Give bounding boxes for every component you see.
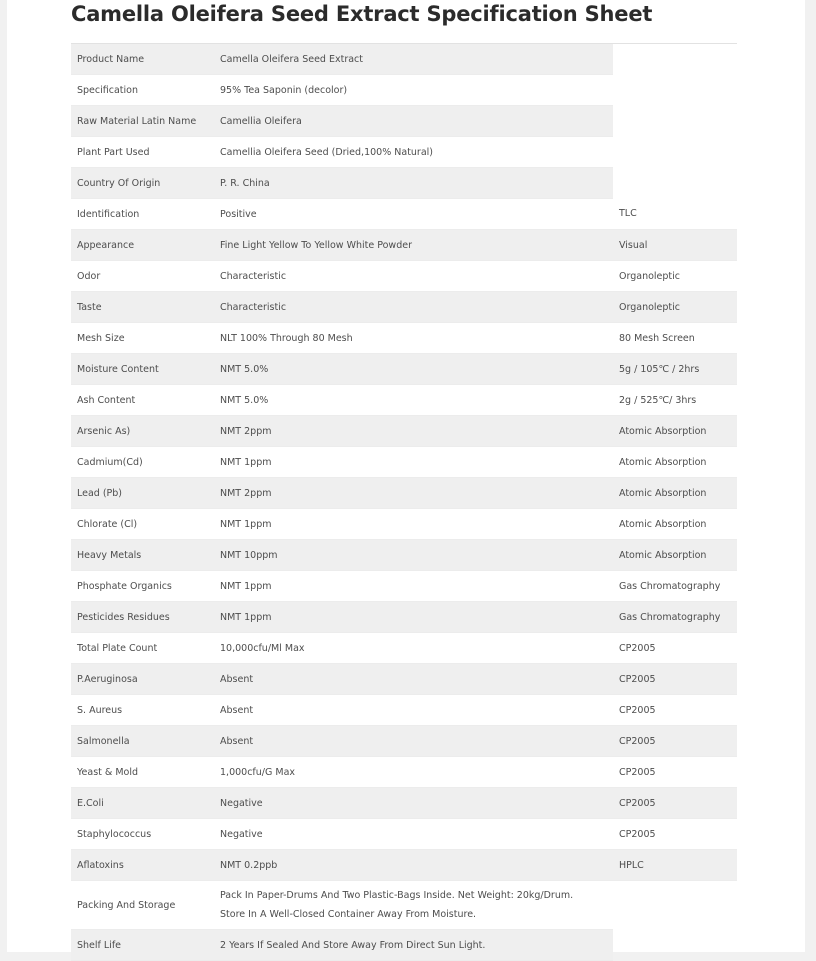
method-cell: Atomic Absorption (613, 540, 737, 571)
spec-cell: 10,000cfu/Ml Max (214, 633, 613, 664)
table-row (71, 75, 737, 106)
spec-cell: Camellia Oleifera Seed (Dried,100% Natural) (214, 137, 613, 168)
item-cell: Ash Content (71, 385, 214, 416)
page-title: Camella Oleifera Seed Extract Specification Sheet (71, 2, 653, 26)
spec-cell: Absent (214, 726, 613, 757)
method-cell: 5g / 105℃ / 2hrs (613, 354, 737, 385)
spec-cell: 2 Years If Sealed And Store Away From Direct Sun Light. (214, 930, 613, 961)
table-row (71, 168, 737, 199)
table-row (71, 385, 737, 416)
item-cell: Identification (71, 199, 214, 230)
method-cell: Organoleptic (613, 292, 737, 323)
spec-cell: Fine Light Yellow To Yellow White Powder (214, 230, 613, 261)
method-cell: CP2005 (613, 695, 737, 726)
item-cell: Pesticides Residues (71, 602, 214, 633)
spec-cell: NMT 0.2ppb (214, 850, 613, 881)
method-cell (613, 75, 737, 106)
table-row (71, 633, 737, 664)
item-cell: Appearance (71, 230, 214, 261)
method-cell (613, 106, 737, 137)
spec-cell: NMT 1ppm (214, 509, 613, 540)
table-row (71, 788, 737, 819)
spec-cell: NMT 2ppm (214, 416, 613, 447)
spec-cell: Camella Oleifera Seed Extract (214, 44, 613, 75)
spec-cell: Negative (214, 788, 613, 819)
document-page (7, 0, 805, 952)
specification-table (71, 43, 737, 961)
table-row (71, 447, 737, 478)
method-cell: CP2005 (613, 788, 737, 819)
spec-cell: Negative (214, 819, 613, 850)
item-cell: Salmonella (71, 726, 214, 757)
spec-cell: NMT 1ppm (214, 602, 613, 633)
spec-cell: NLT 100% Through 80 Mesh (214, 323, 613, 354)
spec-line-1: Pack In Paper-Drums And Two Plastic-Bags Inside. Net Weight: 20kg/Drum. (220, 890, 574, 901)
method-cell: CP2005 (613, 664, 737, 695)
item-cell: Lead (Pb) (71, 478, 214, 509)
item-cell: Arsenic As) (71, 416, 214, 447)
item-cell: E.Coli (71, 788, 214, 819)
table-row (71, 292, 737, 323)
method-cell: CP2005 (613, 819, 737, 850)
method-cell: Atomic Absorption (613, 416, 737, 447)
item-cell: Aflatoxins (71, 850, 214, 881)
table-row (71, 323, 737, 354)
spec-cell: 95% Tea Saponin (decolor) (214, 75, 613, 106)
method-cell: CP2005 (613, 757, 737, 788)
item-cell: Plant Part Used (71, 137, 214, 168)
spec-cell: NMT 10ppm (214, 540, 613, 571)
spec-cell: NMT 2ppm (214, 478, 613, 509)
method-cell: CP2005 (613, 726, 737, 757)
table-row (71, 881, 737, 930)
table-row (71, 44, 737, 75)
spec-cell: NMT 5.0% (214, 385, 613, 416)
item-cell: Heavy Metals (71, 540, 214, 571)
method-cell: Gas Chromatography (613, 571, 737, 602)
table-row (71, 137, 737, 168)
item-cell: Country Of Origin (71, 168, 214, 199)
table-row (71, 819, 737, 850)
method-cell (613, 930, 737, 961)
table-row (71, 695, 737, 726)
item-cell: S. Aureus (71, 695, 214, 726)
spec-cell: Characteristic (214, 292, 613, 323)
method-cell (613, 44, 737, 75)
method-cell: Atomic Absorption (613, 509, 737, 540)
item-cell: Chlorate (Cl) (71, 509, 214, 540)
item-cell: Cadmium(Cd) (71, 447, 214, 478)
table-row (71, 930, 737, 961)
method-cell: Visual (613, 230, 737, 261)
method-cell (613, 881, 737, 930)
spec-cell: NMT 1ppm (214, 447, 613, 478)
spec-cell (214, 881, 613, 930)
table-row (71, 261, 737, 292)
spec-cell: Absent (214, 664, 613, 695)
item-cell: Product Name (71, 44, 214, 75)
table-row (71, 199, 737, 230)
table-row (71, 602, 737, 633)
method-cell: Gas Chromatography (613, 602, 737, 633)
table-row (71, 354, 737, 385)
spec-cell: NMT 1ppm (214, 571, 613, 602)
table-row (71, 230, 737, 261)
table-row (71, 540, 737, 571)
item-cell: Taste (71, 292, 214, 323)
method-cell: HPLC (613, 850, 737, 881)
method-cell: Atomic Absorption (613, 447, 737, 478)
method-cell: CP2005 (613, 633, 737, 664)
item-cell: Specification (71, 75, 214, 106)
table-row (71, 478, 737, 509)
table-row (71, 509, 737, 540)
item-cell: Phosphate Organics (71, 571, 214, 602)
spec-cell: Camellia Oleifera (214, 106, 613, 137)
spec-cell: NMT 5.0% (214, 354, 613, 385)
item-cell: Yeast & Mold (71, 757, 214, 788)
method-cell (613, 168, 737, 199)
item-cell: Moisture Content (71, 354, 214, 385)
item-cell: Total Plate Count (71, 633, 214, 664)
table-row (71, 416, 737, 447)
item-cell: Raw Material Latin Name (71, 106, 214, 137)
table-row (71, 726, 737, 757)
item-cell: P.Aeruginosa (71, 664, 214, 695)
spec-line-2: Store In A Well-Closed Container Away From Moisture. (220, 909, 477, 920)
item-cell: Shelf Life (71, 930, 214, 961)
table-row (71, 664, 737, 695)
method-cell: 80 Mesh Screen (613, 323, 737, 354)
spec-cell: Positive (214, 199, 613, 230)
spec-cell: Absent (214, 695, 613, 726)
table-row (71, 757, 737, 788)
item-cell: Staphylococcus (71, 819, 214, 850)
item-cell: Packing And Storage (71, 881, 214, 930)
spec-cell: P. R. China (214, 168, 613, 199)
item-cell: Odor (71, 261, 214, 292)
item-cell: Mesh Size (71, 323, 214, 354)
table-row (71, 106, 737, 137)
method-cell: 2g / 525℃/ 3hrs (613, 385, 737, 416)
spec-cell: Characteristic (214, 261, 613, 292)
method-cell: Organoleptic (613, 261, 737, 292)
spec-cell: 1,000cfu/G Max (214, 757, 613, 788)
method-cell: Atomic Absorption (613, 478, 737, 509)
table-row (71, 850, 737, 881)
table-row (71, 571, 737, 602)
method-cell: TLC (613, 199, 737, 230)
method-cell (613, 137, 737, 168)
